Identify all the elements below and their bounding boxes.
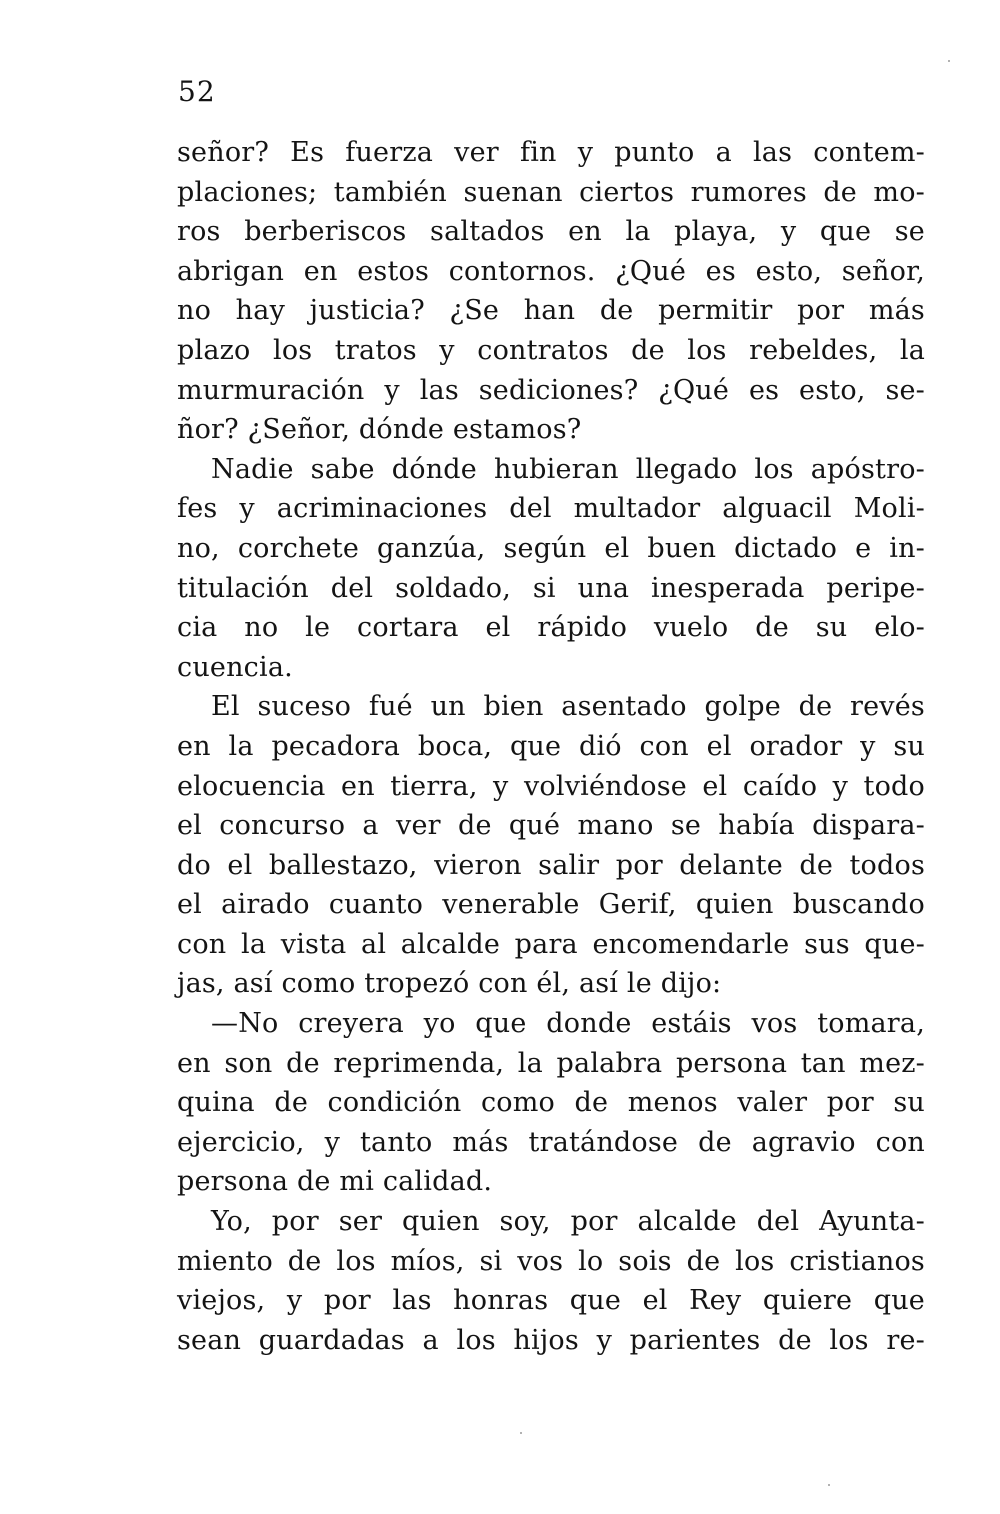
- scan-speck: [828, 1484, 830, 1486]
- text-line: no hay justicia? ¿Se han de permitir por más: [177, 295, 925, 327]
- body-text: [177, 133, 925, 1360]
- text-line: quina de condición como de menos valer por su: [177, 1087, 925, 1119]
- text-line: no, corchete ganzúa, según el buen dictado e in-: [177, 532, 925, 564]
- text-line: Yo, por ser quien soy, por alcalde del Ayunta-: [211, 1206, 925, 1238]
- text-line: do el ballestazo, vieron salir por delante de todos: [177, 849, 925, 881]
- text-line: sean guardadas a los hijos y parientes de los re-: [177, 1324, 925, 1356]
- text-line: plazo los tratos y contratos de los rebeldes, la: [177, 334, 925, 366]
- text-line: ñor? ¿Señor, dónde estamos?: [177, 414, 582, 446]
- text-line: titulación del soldado, si una inesperada peripe-: [177, 572, 925, 604]
- text-line: ejercicio, y tanto más tratándose de agravio con: [177, 1126, 925, 1158]
- text-line: miento de los míos, si vos lo sois de los cristianos: [177, 1245, 925, 1277]
- scan-speck: [520, 1432, 522, 1434]
- text-line: elocuencia en tierra, y volviéndose el caído y todo: [177, 770, 925, 802]
- text-line: cuencia.: [177, 651, 293, 683]
- text-line: el concurso a ver de qué mano se había dispara-: [177, 810, 925, 842]
- text-line: fes y acriminaciones del multador alguacil Moli-: [177, 493, 925, 525]
- text-line: ros berberiscos saltados en la playa, y que se: [177, 216, 925, 248]
- text-line: —No creyera yo que donde estáis vos tomara,: [211, 1008, 925, 1040]
- text-line: placiones; también suenan ciertos rumores de mo-: [177, 176, 925, 208]
- page-number: 52: [178, 75, 216, 108]
- scan-speck: [948, 60, 950, 62]
- text-line: abrigan en estos contornos. ¿Qué es esto, señor,: [177, 255, 925, 287]
- text-line: señor? Es fuerza ver fin y punto a las contem-: [177, 137, 925, 168]
- text-line: en la pecadora boca, que dió con el orador y su: [177, 730, 925, 762]
- text-line: el airado cuanto venerable Gerif, quien buscando: [177, 889, 925, 921]
- text-line: El suceso fué un bien asentado golpe de revés: [211, 691, 925, 723]
- text-line: Nadie sabe dónde hubieran llegado los apóstro-: [211, 453, 925, 485]
- text-line: cia no le cortara el rápido vuelo de su elo-: [177, 612, 925, 644]
- text-line: jas, así como tropezó con él, así le dijo:: [177, 968, 722, 1000]
- text-line: murmuración y las sediciones? ¿Qué es esto, se-: [177, 374, 925, 406]
- text-line: con la vista al alcalde para encomendarle sus que-: [177, 928, 925, 960]
- text-line: viejos, y por las honras que el Rey quiere que: [177, 1285, 925, 1317]
- text-line: en son de reprimenda, la palabra persona tan mez-: [177, 1047, 925, 1079]
- text-line: persona de mi calidad.: [177, 1166, 493, 1198]
